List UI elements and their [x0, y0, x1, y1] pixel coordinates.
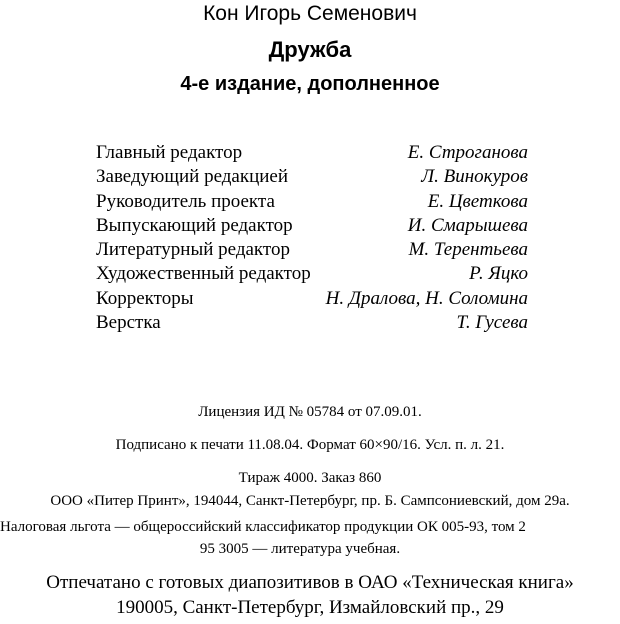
credits-list — [96, 141, 528, 335]
license-line: Лицензия ИД № 05784 от 07.09.01. — [198, 404, 422, 420]
credit-person: Л. Винокуров — [421, 166, 528, 188]
credit-person: Е. Строганова — [407, 142, 528, 163]
credit-row — [96, 214, 528, 238]
credit-person: Е. Цветкова — [427, 190, 528, 212]
signed-to-print-line: Подписано к печати 11.08.04. Формат 60×90/16. Усл. п. л. 21. — [115, 437, 505, 453]
print-run-line: Тираж 4000. Заказ 860 — [238, 470, 382, 486]
credit-row — [96, 287, 528, 311]
tax-benefit-line: Налоговая льгота — общероссийский классификатор продукции ОК 005-93, том 2 — [0, 519, 526, 535]
credit-row — [96, 238, 528, 262]
credit-row — [96, 165, 528, 189]
author-name: Кон Игорь Семенович — [203, 2, 417, 25]
credit-row — [96, 190, 528, 214]
credit-person: М. Терентьева — [408, 239, 528, 261]
credit-row — [96, 141, 528, 165]
credit-role: Главный редактор — [96, 142, 243, 163]
credit-person: Р. Яцко — [469, 263, 528, 285]
credit-role: Заведующий редакцией — [96, 166, 289, 188]
credit-role: Художественный редактор — [96, 263, 311, 285]
credit-role: Выпускающий редактор — [96, 214, 293, 236]
credit-person: Н. Дралова, Н. Соломина — [325, 287, 528, 309]
credit-role: Корректоры — [96, 287, 194, 309]
credit-person: Т. Гусева — [456, 312, 528, 334]
book-title: Дружба — [268, 37, 352, 62]
printer-line: Отпечатано с готовых диапозитивов в ОАО «Техническая книга» — [46, 572, 574, 593]
printer-address-line: 190005, Санкт-Петербург, Измайловский пр., 29 — [116, 597, 504, 618]
credit-role: Руководитель проекта — [96, 190, 275, 212]
credit-person: И. Смарышева — [407, 214, 528, 236]
publisher-line: ООО «Питер Принт», 194044, Санкт-Петербург, пр. Б. Сампсониевский, дом 29а. — [50, 493, 570, 509]
credit-role: Литературный редактор — [96, 239, 290, 261]
credit-row — [96, 311, 528, 335]
edition-note: 4-е издание, дополненное — [180, 73, 440, 95]
tax-benefit-line-continued: 95 3005 — литература учебная. — [199, 541, 401, 557]
credit-role: Верстка — [96, 312, 161, 334]
credit-row — [96, 262, 528, 286]
